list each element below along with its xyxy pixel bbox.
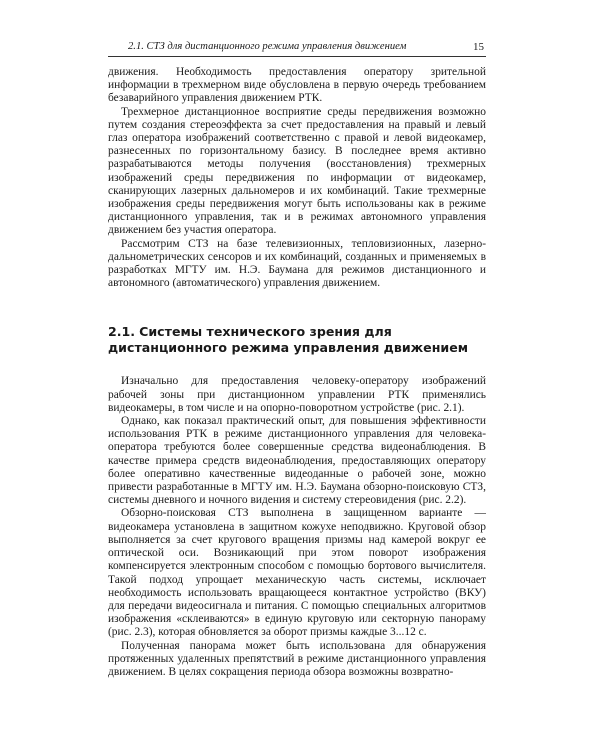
paragraph: Трехмерное дистанционное восприятие среды передвижения возможно путем создания стереоэффекта за счет предоставления на правый и левый глаз оператора изображений соответственно с правой и левой видеокамер, разнесенных по горизонтальному базису. В последнее время активно разрабатываются методы получения (восстановления) трехмерных изображений среды передвижения по информации от видеокамер, сканирующих лазерных дальномеров и их комбинаций. Такие трехмерные изображения среды передвижения могут быть использованы как в режиме дистанционного управления, так и в режимах автономного управления движением без участия оператора.	[108, 105, 486, 237]
paragraph: Обзорно-поисковая СТЗ выполнена в защищенном варианте — видеокамера установлена в защитном кожухе неподвижно. Круговой обзор выполняется за счет кругового вращения призмы над камерой вокруг ее оптической оси. Возникающий при этом поворот изображения компенсируется электронным способом с помощью бортового вычислителя. Такой подход упрощает механическую часть системы, исключает необходимость использовать вращающееся контактное устройство (ВКУ) для передачи видеосигнала и питания. С помощью специальных алгоритмов изображения «склеиваются» в единую круговую или секторную панораму (рис. 2.3), которая обновляется за оборот призмы каждые 3...12 с.	[108, 507, 486, 639]
section-title: Системы технического зрения для дистанционного режима управления движением	[108, 324, 469, 356]
page-number: 15	[473, 41, 484, 53]
paragraph: Рассмотрим СТЗ на базе телевизионных, тепловизионных, лазерно-дальнометрических сенсоров и их комбинаций, созданных и применяемых в разработках МГТУ им. Н.Э. Баумана для режимов дистанционного и автономного (автоматического) управления движением.	[108, 237, 486, 290]
paragraph-continuation: движения. Необходимость предоставления оператору зрительной информации в трехмерном виде обусловлена в первую очередь требованием безаварийного управления движением РТК.	[108, 66, 486, 105]
section-number: 2.1.	[108, 324, 136, 340]
intro-text	[108, 66, 486, 290]
running-head-title: 2.1. СТЗ для дистанционного режима управления движением	[128, 41, 407, 52]
section-heading	[108, 324, 486, 356]
running-head	[108, 40, 486, 57]
paragraph: Однако, как показал практический опыт, для повышения эффективности использования РТК в режиме дистанционного управления для человека-оператора требуются более совершенные средства видеонаблюдения. В качестве примера средств видеонаблюдения, предоставляющих оператору более оперативно качественные видеоданные о рабочей зоне, можно привести разработанные в МГТУ им. Н.Э. Баумана обзорно-поисковую СТЗ, системы дневного и ночного видения и систему стереовидения (рис. 2.2).	[108, 415, 486, 507]
document-page	[108, 40, 486, 679]
paragraph: Полученная панорама может быть использована для обнаружения протяженных удаленных препятствий в режиме дистанционного управления движением. В целях сокращения периода обзора возможны возвратно-	[108, 639, 486, 678]
section-body	[108, 375, 486, 679]
paragraph: Изначально для предоставления человеку-оператору изображений рабочей зоны при дистанционном управлении РТК применялись видеокамеры, в том числе и на опорно-поворотном устройстве (рис. 2.1).	[108, 375, 486, 414]
